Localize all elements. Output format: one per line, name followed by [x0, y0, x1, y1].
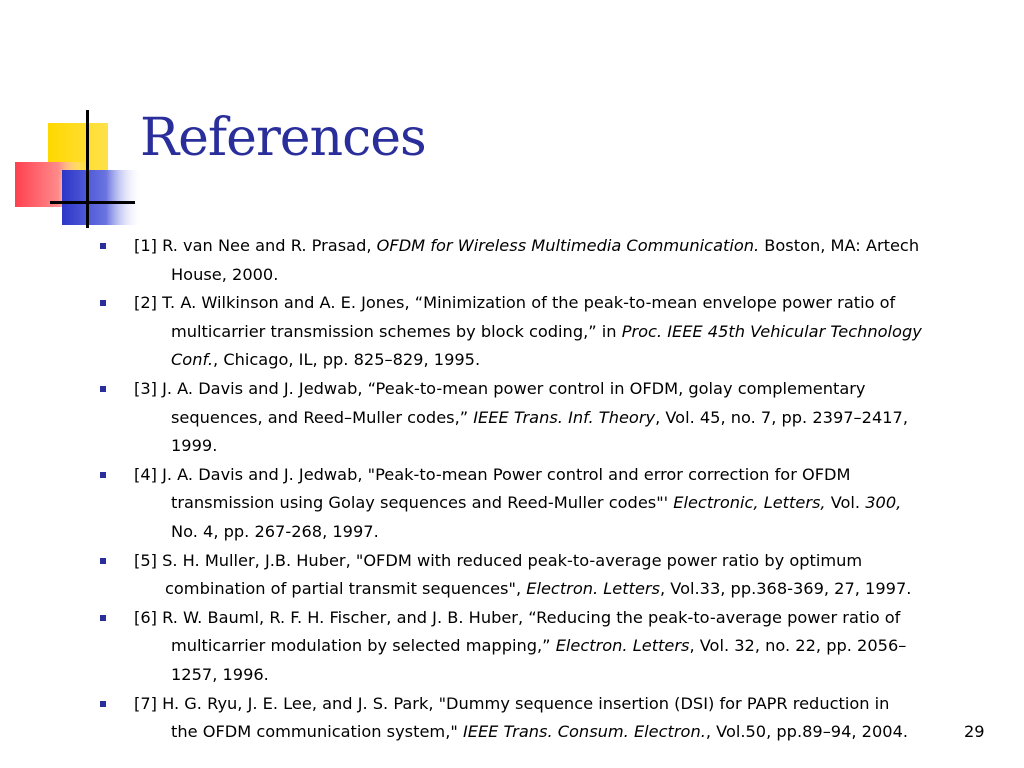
references-list: [96, 232, 1006, 747]
ref-line: [3] J. A. Davis and J. Jedwab, “Peak-to-mean power control in OFDM, golay complementary: [134, 378, 866, 398]
reference-item-7: [96, 690, 1006, 747]
ref-line: multicarrier transmission schemes by block coding,” in Proc. IEEE 45th Vehicular Technology: [171, 321, 922, 341]
reference-item-4: [96, 461, 1006, 547]
ref-line: No. 4, pp. 267-268, 1997.: [171, 521, 379, 541]
corner-decoration: [0, 0, 160, 240]
ref-line: sequences, and Reed–Muller codes,” IEEE Trans. Inf. Theory, Vol. 45, no. 7, pp. 2397–2417,: [171, 407, 908, 427]
ref-line: [6] R. W. Bauml, R. F. H. Fischer, and J. B. Huber, “Reducing the peak-to-average power ratio of: [134, 607, 901, 627]
ref-line: Conf., Chicago, IL, pp. 825–829, 1995.: [171, 350, 481, 370]
ref-line: 1257, 1996.: [171, 664, 269, 684]
reference-item-1: [96, 232, 1006, 289]
reference-item-2: [96, 289, 1006, 375]
page-number: 29: [964, 722, 985, 741]
ref-line: [5] S. H. Muller, J.B. Huber, "OFDM with reduced peak-to-average power ratio by optimum: [134, 550, 863, 570]
ref-line: combination of partial transmit sequences", Electron. Letters, Vol.33, pp.368-369, 27, 1997.: [165, 579, 912, 599]
ref-line: [4] J. A. Davis and J. Jedwab, "Peak-to-mean Power control and error correction for OFDM: [134, 464, 851, 484]
ref-line: multicarrier modulation by selected mapping,” Electron. Letters, Vol. 32, no. 22, pp. 2056–: [171, 636, 907, 656]
ref-line: 1999.: [171, 436, 218, 456]
slide-title: References: [140, 108, 426, 168]
reference-item-5: [96, 547, 1006, 604]
ref-line: transmission using Golay sequences and Reed-Muller codes"' Electronic, Letters, Vol. 300,: [171, 493, 902, 513]
ref-line: House, 2000.: [171, 264, 279, 284]
ref-line: [2] T. A. Wilkinson and A. E. Jones, “Minimization of the peak-to-mean envelope power ratio of: [134, 293, 896, 313]
ref-line: [7] H. G. Ryu, J. E. Lee, and J. S. Park, "Dummy sequence insertion (DSI) for PAPR reduction in: [134, 693, 890, 713]
reference-item-6: [96, 604, 1006, 690]
reference-item-3: [96, 375, 1006, 461]
ref-line: [1] R. van Nee and R. Prasad, OFDM for Wireless Multimedia Communication. Boston, MA: Artech: [134, 236, 920, 255]
ref-line: the OFDM communication system," IEEE Trans. Consum. Electron., Vol.50, pp.89–94, 2004.: [171, 722, 909, 742]
